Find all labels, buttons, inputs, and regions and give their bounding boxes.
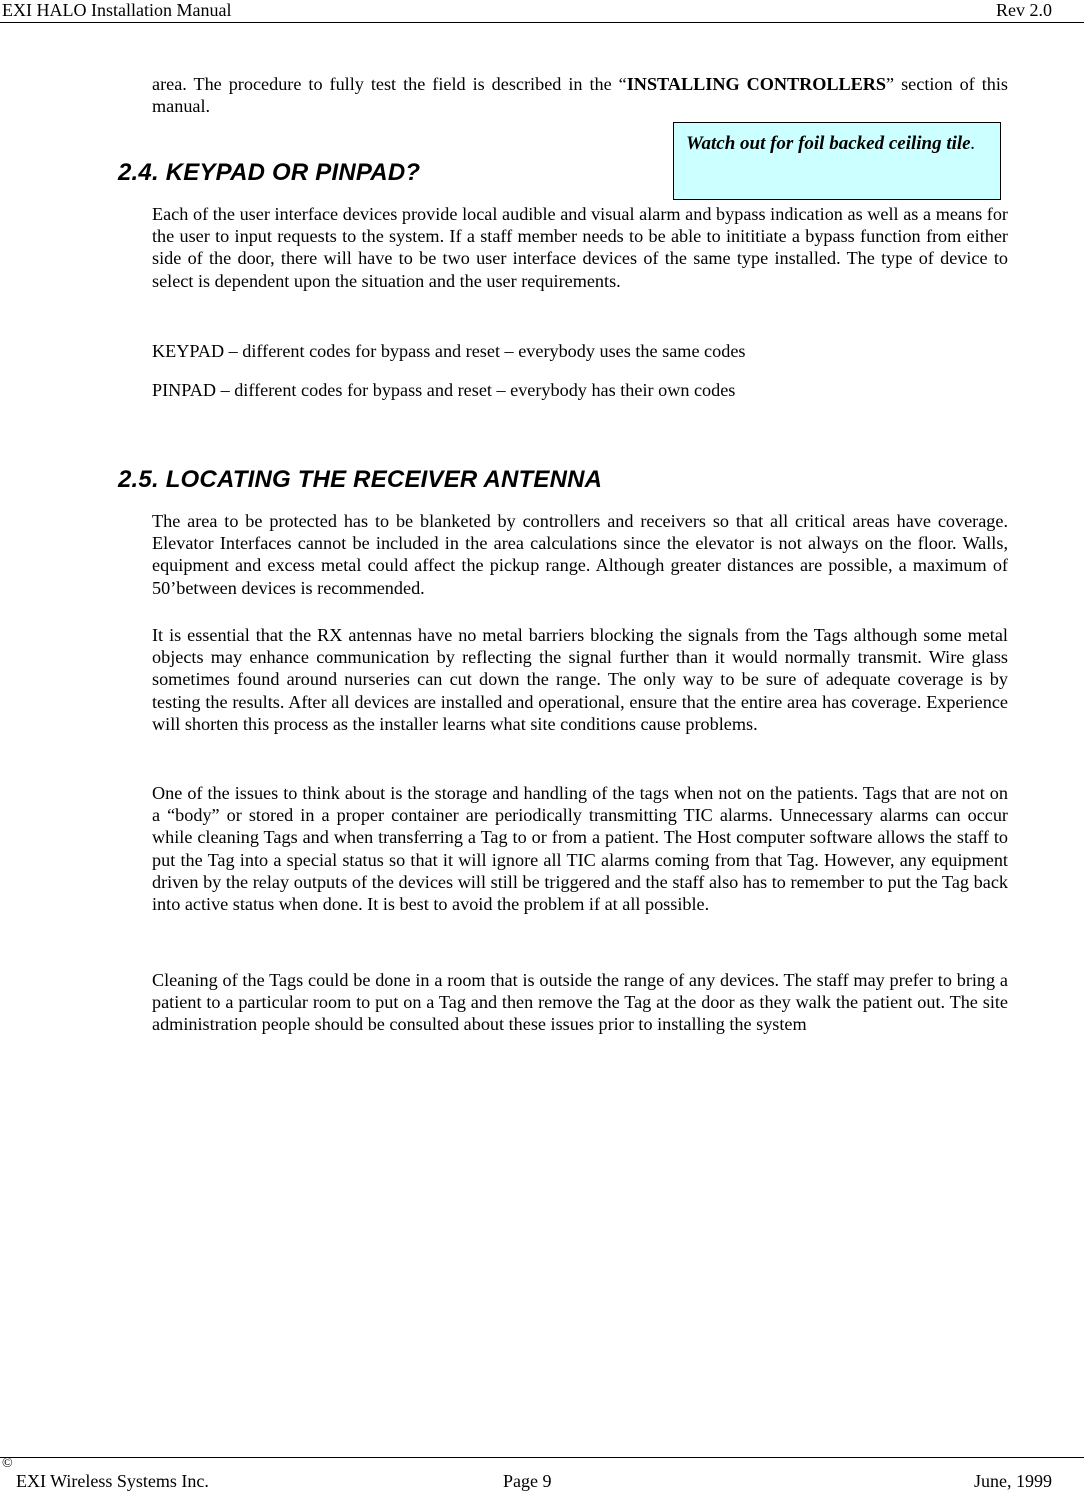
section-25-paragraph-2 [152,624,1008,735]
callout-punct: . [970,133,976,154]
document-revision: Rev 2.0 [996,0,1052,20]
intro-text-before: area. The procedure to fully test the field is described in the “ [152,74,627,94]
section-25-paragraph-4 [152,969,1008,1036]
section-24-paragraph: Each of the user interface devices provide local audible and visual alarm and bypass indication as well as a means for the user to input requests to the system. If a staff member needs to be able to inititiate a bypass function from either side of the door, there will have to be two user interface devices of the same type installed. The type of device to select is dependent upon the situation and the user requirements. [152,204,1008,291]
callout-note [673,122,1001,200]
coverage-paragraph: The area to be protected has to be blanketed by controllers and receivers so that all critical areas have coverage. Elevator Interfaces cannot be included in the area calculations since the elevator is not always on the floor. Walls, equipment and excess metal could affect the pickup range. Although greater distances are possible, a maximum of 50’between devices is recommended. [152,511,1008,598]
tag-cleaning-paragraph: Cleaning of the Tags could be done in a room that is outside the range of any devices. The staff may prefer to bring a patient to a particular room to put on a Tag and then remove the Tag at the door as they walk the patient out. The site administration people should be consulted about these issues prior to installing the system [152,970,1008,1035]
keypad-description: KEYPAD – different codes for bypass and reset – everybody uses the same codes [152,341,746,361]
pinpad-description: PINPAD – different codes for bypass and reset – everybody has their own codes [152,380,736,400]
page-header [0,0,1084,23]
section-24-pinpad-line [152,379,1008,401]
section-heading-keypad-pinpad: 2.4. KEYPAD OR PINPAD? [118,159,421,186]
section-24-keypad-line [152,340,1008,362]
footer-date: June, 1999 [974,1471,1052,1491]
rx-antenna-paragraph: It is essential that the RX antennas have no metal barriers blocking the signals from the Tags although some metal objects may enhance communication by reflecting the signal further than it would normally transmit. Wire glass sometimes found around nurseries can cut down the range. The only way to be sure of adequate coverage is by testing the results. After all devices are installed and operational, ensure that the entire area has coverage. Experience will shorten this process as the installer learns what site conditions cause problems. [152,625,1008,734]
section-24-body [152,203,1008,292]
page-number: Page 9 [503,1471,552,1491]
section-25-paragraph-3 [152,782,1008,915]
section-25-paragraph-1 [152,510,1008,599]
tag-storage-paragraph: One of the issues to think about is the storage and handling of the tags when not on the patients. Tags that are not on a “body” or stored in a proper container are periodically transmitting TIC alarms. Unnecessary alarms can occur while cleaning Tags and when transferring a Tag to or from a patient. The Host computer software allows the staff to put the Tag into a special status so that it will ignore all TIC alarms coming from that Tag. However, any equipment driven by the relay outputs of the devices will still be triggered and the staff also has to remember to put the Tag back into active status when done. It is best to avoid the problem if at all possible. [152,783,1008,915]
copyright-symbol: © [2,1456,13,1471]
callout-text: Watch out for foil backed ceiling tile [686,133,971,154]
document-title: EXI HALO Installation Manual [2,0,232,20]
page-footer [0,1457,1084,1495]
intro-text-after: ” section of this manual. [152,74,1008,117]
footer-company: EXI Wireless Systems Inc. [16,1471,209,1491]
intro-bold-reference: INSTALLING CONTROLLERS [626,74,887,94]
intro-paragraph [152,73,1008,117]
section-heading-receiver-antenna: 2.5. LOCATING THE RECEIVER ANTENNA [118,466,603,493]
